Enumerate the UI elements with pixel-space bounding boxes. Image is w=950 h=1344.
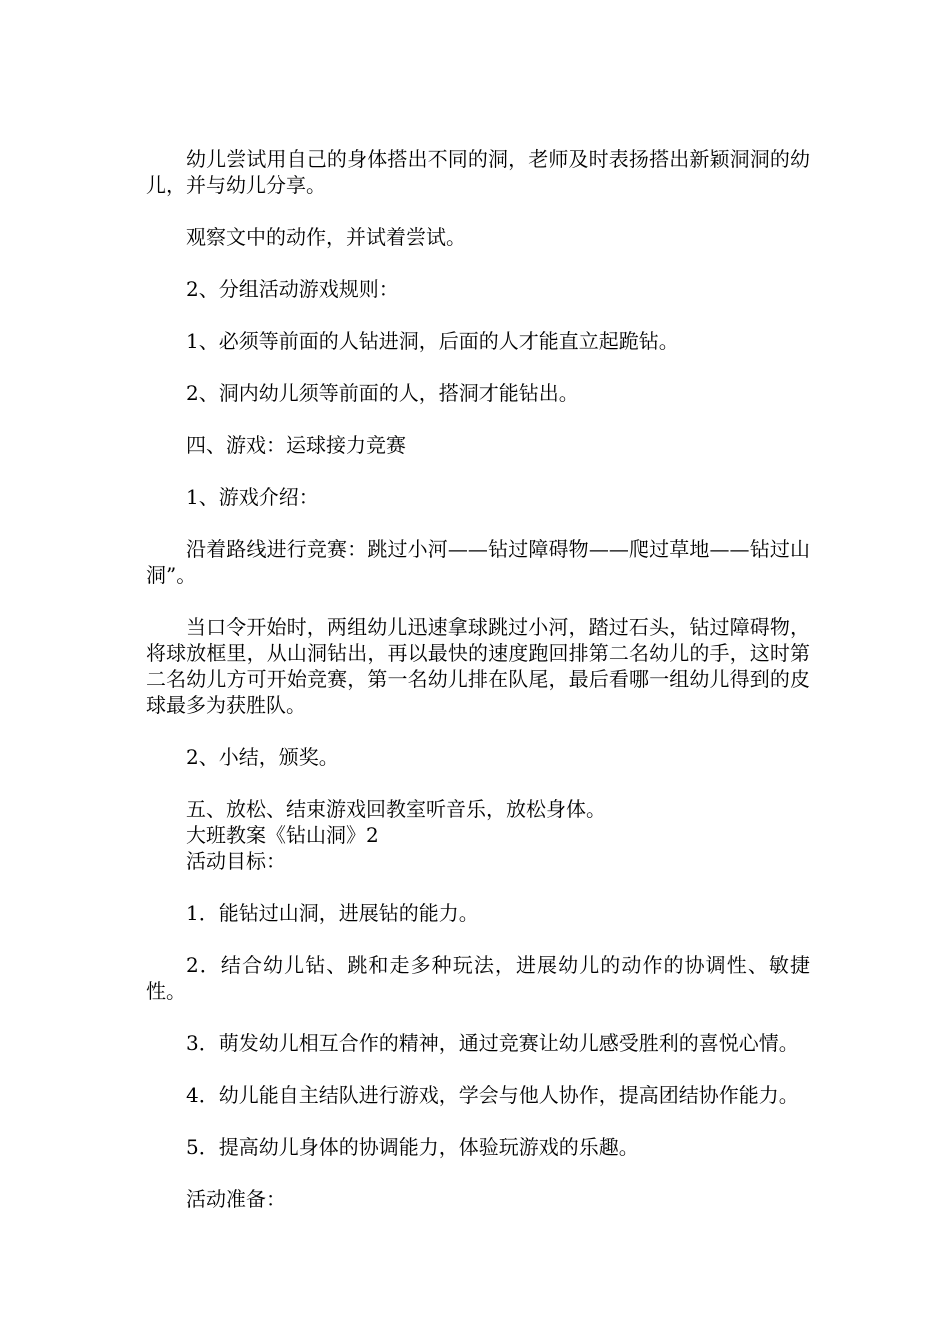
paragraph-8: 沿着路线进行竞赛：跳过小河——钻过障碍物——爬过草地——钻过山洞”。 [146,537,810,587]
paragraph-1: 幼儿尝试用自己的身体搭出不同的洞，老师及时表扬搭出新颖洞洞的幼儿，并与幼儿分享。 [146,147,810,197]
objective-1: 1．能钻过山洞，进展钻的能力。 [186,901,479,925]
paragraph-7: 1、游戏介绍： [186,485,319,509]
paragraph-2: 观察文中的动作，并试着尝试。 [186,225,466,249]
paragraph-10: 2、小结，颁奖。 [186,745,339,769]
objective-5: 5．提高幼儿身体的协调能力，体验玩游戏的乐趣。 [186,1135,639,1159]
preparation-heading: 活动准备： [186,1187,286,1211]
objective-3: 3．萌发幼儿相互合作的精神，通过竞赛让幼儿感受胜利的喜悦心情。 [186,1031,799,1055]
section-heading-4: 四、游戏：运球接力竞赛 [186,433,406,457]
section-heading-5: 五、放松、结束游戏回教室听音乐，放松身体。 [186,797,606,821]
document-page [146,146,810,1238]
lesson-title: 大班教案《钻山洞》2 [186,823,379,847]
paragraph-4: 1、必须等前面的人钻进洞，后面的人才能直立起跪钻。 [186,329,679,353]
objectives-heading: 活动目标： [186,849,286,873]
objective-2: 2．结合幼儿钻、跳和走多种玩法，进展幼儿的动作的协调性、敏捷性。 [146,953,810,1003]
paragraph-5: 2、洞内幼儿须等前面的人，搭洞才能钻出。 [186,381,579,405]
objective-4: 4．幼儿能自主结队进行游戏，学会与他人协作，提高团结协作能力。 [186,1083,799,1107]
paragraph-9: 当口令开始时，两组幼儿迅速拿球跳过小河，踏过石头，钻过障碍物，将球放框里，从山洞钻出，再以最快的速度跑回排第二名幼儿的手，这时第二名幼儿方可开始竞赛，第一名幼儿排在队尾，最后看哪一组幼儿得到的皮球最多为获胜队。 [146,615,810,717]
paragraph-3: 2、分组活动游戏规则： [186,277,399,301]
